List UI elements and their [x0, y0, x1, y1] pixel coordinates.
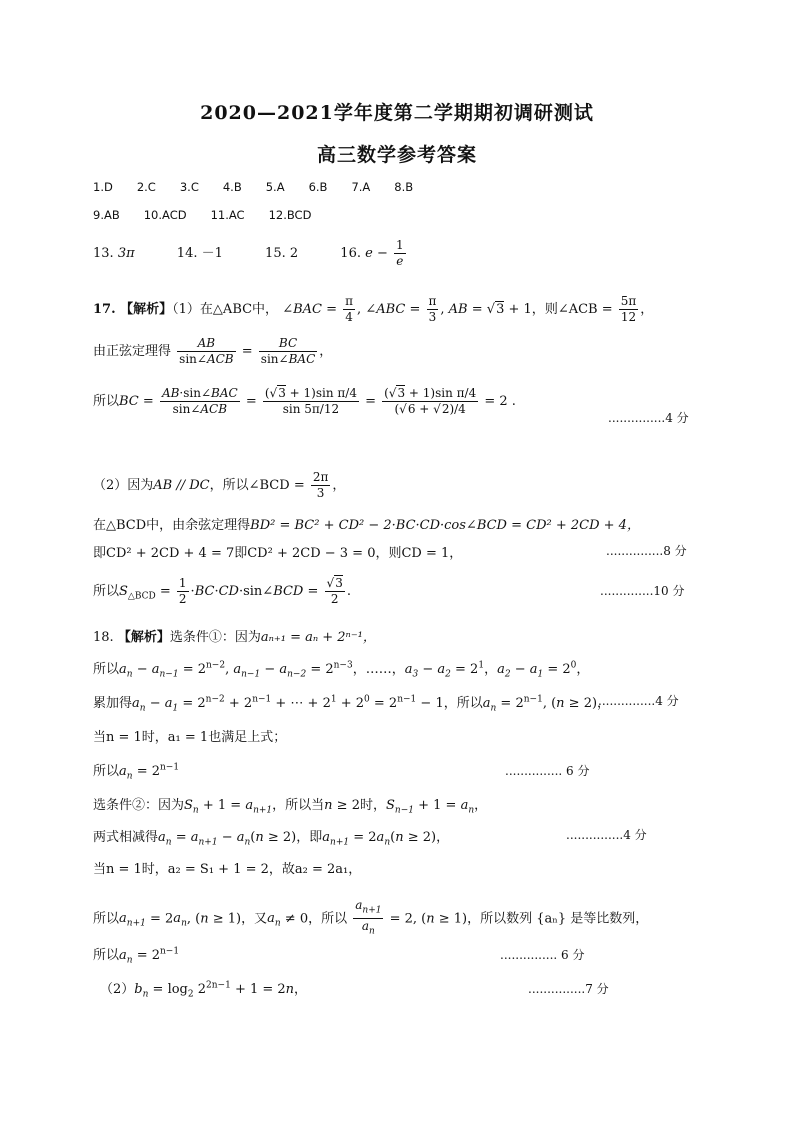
q17-then: 则∠ACB =	[544, 302, 613, 317]
so-label: 所以	[93, 662, 120, 677]
also-label: ，又	[241, 911, 268, 927]
q17-heading: 17. 【解析】	[93, 302, 173, 317]
choice-answers-row2	[93, 208, 335, 223]
so-label: 所以	[93, 948, 120, 963]
choice-answers-row1	[93, 180, 437, 195]
accumulate-label: 累加得	[93, 696, 133, 711]
q18-score-c: ...............4 分	[566, 828, 647, 842]
answer-item: 1.D	[93, 180, 113, 194]
q16-fraction: $\frac{1}{e}$	[396, 238, 404, 268]
cond1-expr: aₙ₊₁ = aₙ + 2ⁿ⁻¹，	[260, 630, 376, 645]
cond2-when: 时，	[359, 798, 386, 813]
q14-label: 14.	[176, 246, 198, 261]
cond2-so: ，所以当	[272, 798, 325, 813]
part2-label: （2）	[100, 982, 135, 997]
q17-score-4: ...............4 分	[608, 411, 689, 425]
cosine-law-expr: BD² = BC² + CD² − 2·BC·CD·cos∠BCD = CD² + 2CD + 4，	[250, 518, 640, 533]
q17-area-line: 所以$S_{\triangle BCD}$ = $\frac{1}{2}$ ·BC·CD·sin∠BCD = $\frac{√3}{2}$ .	[93, 576, 351, 606]
q15-label: 15.	[265, 246, 286, 261]
q18-score-d: ............... 6 分	[500, 948, 585, 962]
q18-tag: 【解析】	[117, 630, 170, 645]
q16-value: e	[365, 246, 373, 261]
q17-cosine-law-line	[93, 514, 640, 533]
subtract-label: 两式相减得	[93, 830, 159, 845]
q18-line3: 累加得$a_n - a_1 = 2^{n-2} + 2^{n-1}$ + ⋯ + $2^1 + 2^0 = 2^{n-1} - 1$，所以$a_n = 2^{n-1}$, (n ≥ 2)，	[93, 694, 611, 714]
q18-part2-line: $(2)b_n = \log_2 2^{2n-1} + 1 = 2n$，	[100, 980, 308, 1000]
q17-score-8: ...............8 分	[606, 544, 687, 558]
q18-score-b: ............... 6 分	[505, 764, 590, 778]
namely-label: ，即	[296, 830, 323, 845]
answer-item: 9.AB	[93, 208, 120, 222]
q18-line10: 所以$a_n = 2^{n-1}$	[93, 946, 180, 966]
q17-part1-line: 17. 【解析】（1）在△ABC中， ∠BAC = $\frac{\pi}{4}$ , ∠ABC = $\frac{\pi}{3}$ , AB = √3 + 1，则∠ACB = $\frac{5\pi}{12}$ ，	[93, 294, 654, 324]
q18-cond2-line: 选条件②：因为$S_n + 1 = a_{n+1}$，所以当n ≥ 2时，$S_{n-1} + 1 = a_n$，	[93, 798, 488, 816]
answer-item: 3.C	[179, 180, 199, 194]
q17-intro: （1）在△ABC中，	[172, 302, 279, 317]
area-label: 所以	[93, 584, 120, 599]
so-label: ，所以	[443, 696, 483, 711]
q18-line4: 当n = 1时，a₁ = 1也满足上式；	[93, 730, 287, 745]
so-label: ，所以	[308, 911, 348, 927]
q17-solve-line: 即CD² + 2CD + 4 = 7即CD² + 2CD − 3 = 0，则CD = 1，	[93, 546, 463, 561]
answer-item: 4.B	[222, 180, 242, 194]
q17-part2-line: （2）因为AB // DC，所以∠BCD = $\frac{2\pi}{3}$ ，	[93, 470, 346, 500]
answer-item: 2.C	[136, 180, 156, 194]
ellipsis-text: ，……，	[352, 662, 405, 677]
q15-value: 2	[289, 246, 299, 261]
answer-item: 10.ACD	[143, 208, 187, 222]
q13-label: 13.	[93, 246, 114, 261]
answer-item: 7.A	[351, 180, 371, 194]
q13-value: 3π	[117, 246, 135, 261]
q18-line9: 所以$a_{n+1} = 2a_n$, (n ≥ 1)，又$a_n \ne 0$，所以 $\frac{a_{n+1}}{a_n}$ = 2, (n ≥ 1)，所以数列 {aₙ} 是等比数列，	[93, 898, 648, 940]
law-of-sines-label: 由正弦定理得	[93, 344, 172, 359]
answer-item: 8.B	[394, 180, 414, 194]
q18-line2: 所以$a_n - a_{n-1} = 2^{n-2}$, $a_{n-1} - a_{n-2} = 2^{n-3}$，……，$a_3 - a_2 = 2^1$，$a_2 - a_1 = 2^0$，	[93, 660, 590, 680]
so-label: 所以	[93, 764, 120, 779]
q16-label: 16.	[340, 246, 361, 261]
answer-item: 5.A	[265, 180, 285, 194]
page-subtitle: 高三数学参考答案	[316, 144, 477, 166]
so-label: 所以	[93, 394, 120, 409]
q18-line5: 所以$a_n = 2^{n-1}$	[93, 762, 180, 782]
q17-bc-line: 所以BC = $\frac{\text{AB·sin∠BAC}}{\text{sin∠ACB}}$ = $\frac{\text{(√3 + 1)sin π/4}}{\sin 5\pi/12}$ = $\frac{\text{(√3 + 1)sin π/4}}{(√6 + √2)/4}$ = 2 .	[93, 386, 516, 416]
fill-blank-answers: 13. 3π 14. －1 15. 2 16. e − $\frac{1}{e}$	[93, 238, 404, 268]
cond1-intro: 选条件①：因为	[169, 630, 261, 645]
part2-so: ，所以∠BCD =	[209, 478, 305, 493]
q18-line7: 两式相减得$a_n = a_{n+1} - a_n(n \ge 2)$，即$a_{n+1} = 2a_n(n \ge 2)$，	[93, 830, 450, 848]
q17-law-of-sines-line: 由正弦定理得 $\frac{AB}{\text{sin∠ACB}}$ = $\frac{BC}{\text{sin∠BAC}}$ ，	[93, 336, 333, 366]
q18-score-a: ...............4 分	[598, 694, 679, 708]
cosine-law-label: 在△BCD中，由余弦定理得	[93, 518, 251, 533]
answer-item: 6.B	[308, 180, 328, 194]
q14-value: －1	[201, 246, 223, 261]
answer-item: 12.BCD	[268, 208, 312, 222]
q18-num: 18.	[93, 630, 114, 645]
geometric-conclusion: ，所以数列 {aₙ} 是等比数列，	[467, 911, 649, 927]
so-label: 所以	[93, 911, 120, 927]
page-title: 2020—2021学年度第二学期期初调研测试	[200, 102, 594, 124]
answer-item: 11.AC	[210, 208, 245, 222]
q17-score-10: ..............10 分	[600, 584, 685, 598]
parallel-expr: AB // DC	[153, 478, 210, 493]
part2-because: （2）因为	[93, 478, 154, 493]
q18-score-e: ...............7 分	[528, 982, 609, 996]
q18-heading-line	[93, 626, 376, 645]
q18-line8: 当n = 1时，a₂ = S₁ + 1 = 2，故a₂ = 2a₁，	[93, 862, 362, 877]
cond2-intro: 选条件②：因为	[93, 798, 185, 813]
